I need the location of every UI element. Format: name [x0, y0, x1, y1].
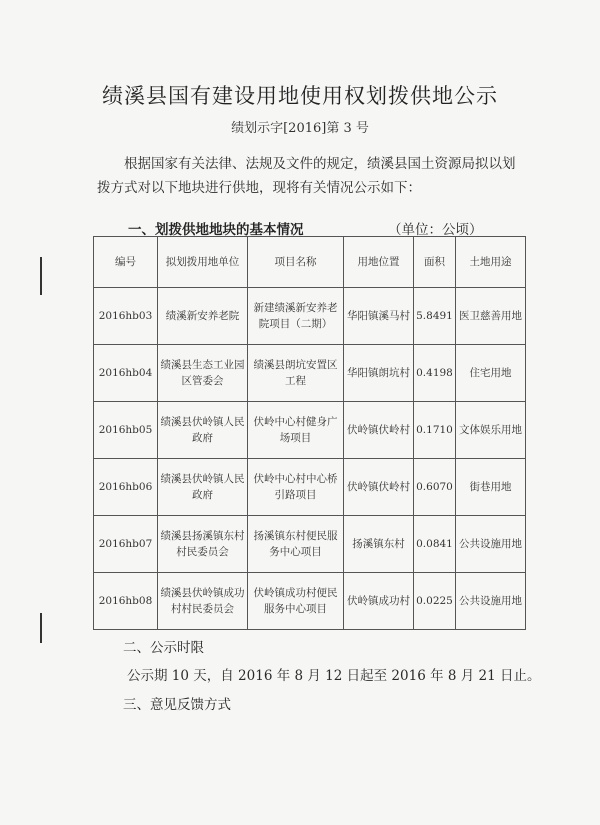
cell-project: 扬溪镇东村便民服务中心项目	[248, 516, 344, 573]
cell-location: 伏岭镇伏岭村	[344, 402, 414, 459]
cell-id: 2016hb08	[94, 573, 158, 630]
cell-project: 伏岭中心村中心桥引路项目	[248, 459, 344, 516]
cell-usage: 街巷用地	[456, 459, 526, 516]
cell-project: 伏岭镇成功村便民服务中心项目	[248, 573, 344, 630]
unit-note: （单位：公顷）	[388, 222, 483, 238]
cell-id: 2016hb05	[94, 402, 158, 459]
table-row	[94, 402, 526, 459]
cell-area: 0.6070	[414, 459, 456, 516]
table-row	[94, 459, 526, 516]
cell-id: 2016hb06	[94, 459, 158, 516]
cell-project: 绩溪县朗坑安置区工程	[248, 345, 344, 402]
cell-location: 伏岭镇伏岭村	[344, 459, 414, 516]
cell-location: 华阳镇溪马村	[344, 288, 414, 345]
section3-heading: 三、意见反馈方式	[123, 697, 231, 713]
land-table	[93, 236, 526, 630]
header-id: 编号	[94, 237, 158, 288]
section1-heading: 一、划拨供地地块的基本情况	[128, 222, 304, 238]
binder-mark-top	[40, 257, 42, 295]
cell-location: 扬溪镇东村	[344, 516, 414, 573]
binder-mark-bottom	[40, 613, 42, 643]
cell-unit: 绩溪县生态工业园区管委会	[158, 345, 248, 402]
publicity-period: 公示期 10 天，自 2016 年 8 月 12 日起至 2016 年 8 月 21 日止。	[127, 668, 541, 684]
table-header-row	[94, 237, 526, 288]
cell-id: 2016hb03	[94, 288, 158, 345]
cell-usage: 住宅用地	[456, 345, 526, 402]
cell-project: 新建绩溪新安养老院项目（二期）	[248, 288, 344, 345]
header-usage: 土地用途	[456, 237, 526, 288]
cell-location: 华阳镇朗坑村	[344, 345, 414, 402]
cell-area: 5.8491	[414, 288, 456, 345]
cell-unit: 绩溪新安养老院	[158, 288, 248, 345]
table-row	[94, 288, 526, 345]
cell-area: 0.0225	[414, 573, 456, 630]
cell-id: 2016hb04	[94, 345, 158, 402]
document-title: 绩溪县国有建设用地使用权划拨供地公示	[102, 84, 498, 108]
section2-heading: 二、公示时限	[123, 640, 204, 656]
cell-unit: 绩溪县伏岭镇人民政府	[158, 459, 248, 516]
cell-usage: 文体娱乐用地	[456, 402, 526, 459]
cell-unit: 绩溪县扬溪镇东村村民委员会	[158, 516, 248, 573]
cell-project: 伏岭中心村健身广场项目	[248, 402, 344, 459]
cell-usage: 公共设施用地	[456, 516, 526, 573]
cell-unit: 绩溪县伏岭镇成功村村民委员会	[158, 573, 248, 630]
document-number: 绩划示字[2016]第 3 号	[231, 121, 369, 136]
intro-paragraph: 根据国家有关法律、法规及文件的规定，绩溪县国土资源局拟以划拨方式对以下地块进行供地，现将有关情况公示如下：	[97, 156, 516, 196]
cell-area: 0.0841	[414, 516, 456, 573]
header-project: 项目名称	[248, 237, 344, 288]
header-location: 用地位置	[344, 237, 414, 288]
table-row	[94, 516, 526, 573]
table-row	[94, 573, 526, 630]
cell-usage: 公共设施用地	[456, 573, 526, 630]
cell-id: 2016hb07	[94, 516, 158, 573]
header-area: 面积	[414, 237, 456, 288]
cell-area: 0.1710	[414, 402, 456, 459]
cell-area: 0.4198	[414, 345, 456, 402]
table-row	[94, 345, 526, 402]
cell-location: 伏岭镇成功村	[344, 573, 414, 630]
cell-usage: 医卫慈善用地	[456, 288, 526, 345]
header-unit: 拟划拨用地单位	[158, 237, 248, 288]
cell-unit: 绩溪县伏岭镇人民政府	[158, 402, 248, 459]
